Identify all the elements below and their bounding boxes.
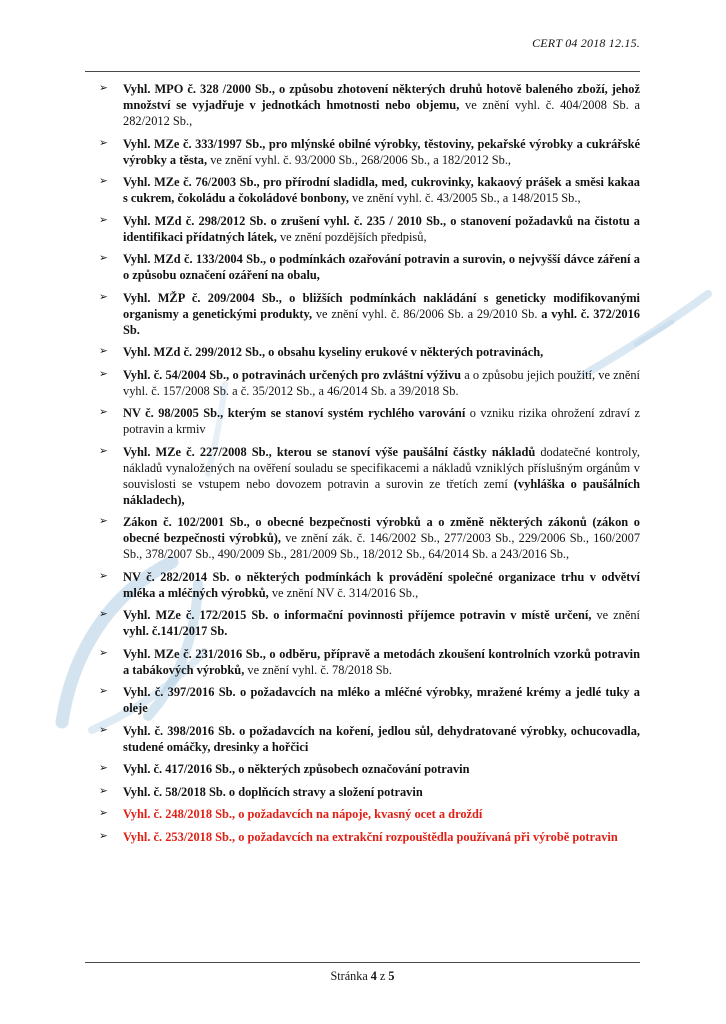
page-number-total: 5 <box>388 969 395 983</box>
arrow-bullet-icon: ➢ <box>99 609 108 620</box>
list-item-text: Vyhl. č. 398/2016 Sb. o požadavcích na koření, jedlou sůl, dehydratované výrobky, ochucovadla, studené omáčky, dresinky a hořčici <box>123 723 640 754</box>
list-item <box>85 174 640 206</box>
list-item <box>85 344 640 360</box>
arrow-bullet-icon: ➢ <box>99 176 108 187</box>
list-item <box>85 290 640 338</box>
arrow-bullet-icon: ➢ <box>99 137 108 149</box>
list-item <box>85 806 640 822</box>
arrow-bullet-icon: ➢ <box>99 763 108 774</box>
document-content <box>85 36 640 845</box>
arrow-bullet-icon: ➢ <box>99 83 108 94</box>
list-item <box>85 761 640 777</box>
arrow-bullet-icon: ➢ <box>99 570 108 582</box>
regulation-list <box>85 81 640 845</box>
arrow-bullet-icon: ➢ <box>99 214 108 226</box>
page-footer <box>85 962 640 984</box>
arrow-bullet-icon: ➢ <box>99 445 108 457</box>
page-number-current: 4 <box>370 969 377 983</box>
arrow-bullet-icon: ➢ <box>99 346 108 357</box>
page-number <box>85 969 640 984</box>
list-item <box>85 646 640 678</box>
list-item <box>85 829 640 845</box>
list-item-text: Vyhl. MŽP č. 209/2004 Sb., o bližších podmínkách nakládání s geneticky modifikovanými organismy a genetickými produkty, ve znění vyhl. č. 86/2006 Sb. a 29/2010 Sb. a vyhl. č. 372/2016 Sb. <box>123 290 640 337</box>
list-item <box>85 684 640 716</box>
page-number-prefix: Stránka <box>330 969 371 983</box>
list-item <box>85 784 640 800</box>
list-item <box>85 607 640 639</box>
list-item-text: Vyhl. č. 417/2016 Sb., o některých způsobech označování potravin <box>123 762 470 776</box>
list-item <box>85 514 640 562</box>
list-item-text: Vyhl. MZe č. 76/2003 Sb., pro přírodní sladidla, med, cukrovinky, kakaový prášek a směsi kakaa s cukrem, čokoládu a čokoládové bonbony, ve znění vyhl. č. 43/2005 Sb., a 148/2015 Sb., <box>123 175 640 205</box>
list-item-text: Vyhl. MZd č. 133/2004 Sb., o podmínkách ozařování potravin a surovin, o nejvyšší dávce záření a o způsobu označení ozáření na obalu, <box>123 252 640 282</box>
list-item <box>85 367 640 399</box>
list-item-text: Vyhl. MZd č. 298/2012 Sb. o zrušení vyhl. č. 235 / 2010 Sb., o stanovení požadavků na čistotu a identifikaci přídatných látek, ve znění pozdějších předpisů, <box>123 213 640 244</box>
list-item <box>85 723 640 755</box>
list-item-text: Vyhl. MZe č. 227/2008 Sb., kterou se stanoví výše paušální částky nákladů dodatečné kontroly, nákladů vynaložených na ověření souladu se specifikacemi a nákladů vzniklých příslušným orgánům v souvislosti se vstupem nebo dovozem potravin a surovin ze třetích zemí (vyhláška o paušálních nákladech), <box>123 444 640 507</box>
arrow-bullet-icon: ➢ <box>99 808 108 819</box>
arrow-bullet-icon: ➢ <box>99 291 108 303</box>
arrow-bullet-icon: ➢ <box>99 686 108 697</box>
header-reference: CERT 04 2018 12.15. <box>532 36 640 50</box>
list-item-text: Vyhl. MZe č. 231/2016 Sb., o odběru, přípravě a metodách zkoušení kontrolních vzorků potravin a tabákových výrobků, ve znění vyhl. č. 78/2018 Sb. <box>123 646 640 677</box>
list-item <box>85 444 640 508</box>
list-item-text: Vyhl. MZd č. 299/2012 Sb., o obsahu kyseliny erukové v některých potravinách, <box>123 345 544 359</box>
arrow-bullet-icon: ➢ <box>99 724 108 736</box>
list-item <box>85 251 640 283</box>
list-item <box>85 213 640 245</box>
list-item-text: Vyhl. č. 397/2016 Sb. o požadavcích na mléko a mléčné výrobky, mražené krémy a jedlé tuky a oleje <box>123 685 640 715</box>
list-item-text: Vyhl. č. 54/2004 Sb., o potravinách určených pro zvláštní výživu a o způsobu jejich použití, ve znění vyhl. č. 157/2008 Sb. a č. 35/2012 Sb., a 46/2014 Sb. a 39/2018 Sb. <box>123 367 640 398</box>
arrow-bullet-icon: ➢ <box>99 253 108 264</box>
list-item-text: NV č. 282/2014 Sb. o některých podmínkách k provádění společné organizace trhu v odvětví mléka a mléčných výrobků, ve znění NV č. 314/2016 Sb., <box>123 569 640 600</box>
page-number-separator: z <box>376 969 389 983</box>
arrow-bullet-icon: ➢ <box>99 407 108 418</box>
list-item <box>85 405 640 437</box>
list-item-text: Zákon č. 102/2001 Sb., o obecné bezpečnosti výrobků a o změně některých zákonů (zákon o obecné bezpečnosti výrobků), ve znění zák. č. 146/2002 Sb., 277/2003 Sb., 229/2006 Sb., 160/2007 Sb., 378/2007 Sb., 490/2009 Sb., 281/2009 Sb., 18/2012 Sb., 64/2014 Sb. a 243/2016 Sb., <box>123 515 641 561</box>
list-item-text: Vyhl. MZe č. 333/1997 Sb., pro mlýnské obilné výrobky, těstoviny, pekařské výrobky a cukrářské výrobky a těsta, ve znění vyhl. č. 93/2000 Sb., 268/2006 Sb., a 182/2012 Sb., <box>123 136 640 167</box>
list-item-text: Vyhl. MPO č. 328 /2000 Sb., o způsobu zhotovení některých druhů hotově baleného zboží, jehož množství se vyjadřuje v jednotkách hmotnosti nebo objemu, ve znění vyhl. č. 404/2008 Sb. a 282/2012 Sb., <box>123 82 640 128</box>
arrow-bullet-icon: ➢ <box>99 647 108 659</box>
list-item-text: Vyhl. MZe č. 172/2015 Sb. o informační povinnosti příjemce potravin v místě určení, ve znění vyhl. č.141/2017 Sb. <box>123 608 640 638</box>
footer-divider <box>85 962 640 963</box>
arrow-bullet-icon: ➢ <box>99 368 108 380</box>
arrow-bullet-icon: ➢ <box>99 830 108 842</box>
list-item <box>85 81 640 129</box>
list-item <box>85 136 640 168</box>
list-item <box>85 569 640 601</box>
list-item-text: Vyhl. č. 58/2018 Sb. o doplňcích stravy a složení potravin <box>123 784 423 799</box>
header-divider <box>85 71 640 72</box>
list-item-text: Vyhl. č. 248/2018 Sb., o požadavcích na nápoje, kvasný ocet a droždí <box>123 807 483 821</box>
page-header <box>85 36 640 51</box>
list-item-text: NV č. 98/2005 Sb., kterým se stanoví systém rychlého varování o vzniku rizika ohrožení zdraví z potravin a krmiv <box>123 406 640 436</box>
arrow-bullet-icon: ➢ <box>99 516 108 527</box>
list-item-text: Vyhl. č. 253/2018 Sb., o požadavcích na extrakční rozpouštědla používaná při výrobě potravin <box>123 829 618 844</box>
arrow-bullet-icon: ➢ <box>99 785 108 797</box>
